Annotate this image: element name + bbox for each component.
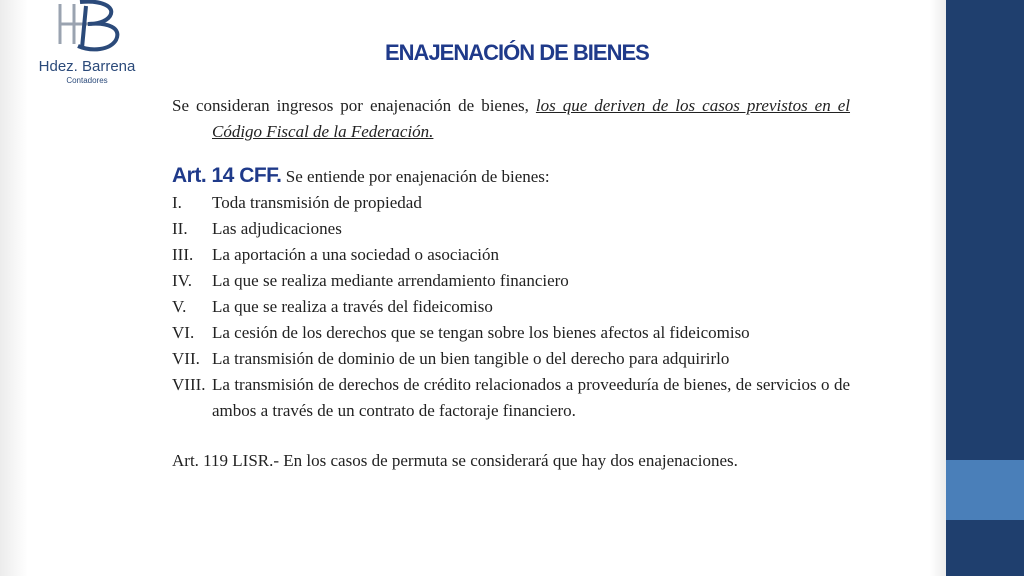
item-text: La que se realiza a través del fideicomiso [212, 297, 493, 316]
item-text: La aportación a una sociedad o asociación [212, 245, 499, 264]
slide-title: ENAJENACIÓN DE BIENES [385, 40, 649, 65]
item-number: V. [172, 297, 187, 316]
list-item [172, 216, 850, 242]
article-items-list [172, 190, 850, 424]
logo-subtitle: Contadores [66, 76, 108, 85]
item-text: La que se realiza mediante arrendamiento financiero [212, 271, 569, 290]
item-text: Las adjudicaciones [212, 219, 342, 238]
item-text: La transmisión de dominio de un bien tangible o del derecho para adquirirlo [212, 349, 730, 368]
left-edge-shade [0, 0, 28, 576]
logo-hb-monogram-icon [30, 0, 142, 60]
item-number: III. [172, 245, 194, 264]
list-item [172, 372, 850, 424]
list-item [172, 268, 850, 294]
footer-paragraph: Art. 119 LISR.- En los casos de permuta se considerará que hay dos enajenaciones. [172, 451, 738, 470]
item-number: IV. [172, 271, 192, 290]
article-heading: Art. 14 CFF. [172, 164, 282, 187]
article-lead: Se entiende por enajenación de bienes: [285, 167, 550, 186]
item-text: Toda transmisión de propiedad [212, 193, 422, 212]
list-item [172, 242, 850, 268]
list-item [172, 294, 850, 320]
item-number: VI. [172, 323, 195, 342]
right-sidebar-band [946, 0, 1024, 576]
item-number: VII. [172, 349, 200, 368]
intro-text: Se consideran ingresos por enajenación de bienes, [172, 96, 536, 115]
article-line [172, 163, 850, 190]
intro-emphasis: los que deriven de los casos previstos en el Código Fiscal de la Federación. [212, 96, 851, 141]
intro-paragraph [172, 93, 850, 145]
slide-body [172, 93, 850, 474]
list-item [172, 320, 850, 346]
item-number: II. [172, 219, 188, 238]
sidebar-accent-block [946, 460, 1024, 520]
list-item [172, 346, 850, 372]
list-item [172, 190, 850, 216]
logo-name: Hdez. Barrena [38, 58, 136, 75]
item-text: La transmisión de derechos de crédito relacionados a proveeduría de bienes, de servicios o de ambos a través de un contrato de factoraje financiero. [212, 375, 850, 420]
company-logo [30, 0, 142, 92]
item-text: La cesión de los derechos que se tengan sobre los bienes afectos al fideicomiso [212, 323, 750, 342]
item-number: VIII. [172, 375, 206, 394]
item-number: I. [172, 193, 182, 212]
right-edge-shade [930, 0, 946, 576]
